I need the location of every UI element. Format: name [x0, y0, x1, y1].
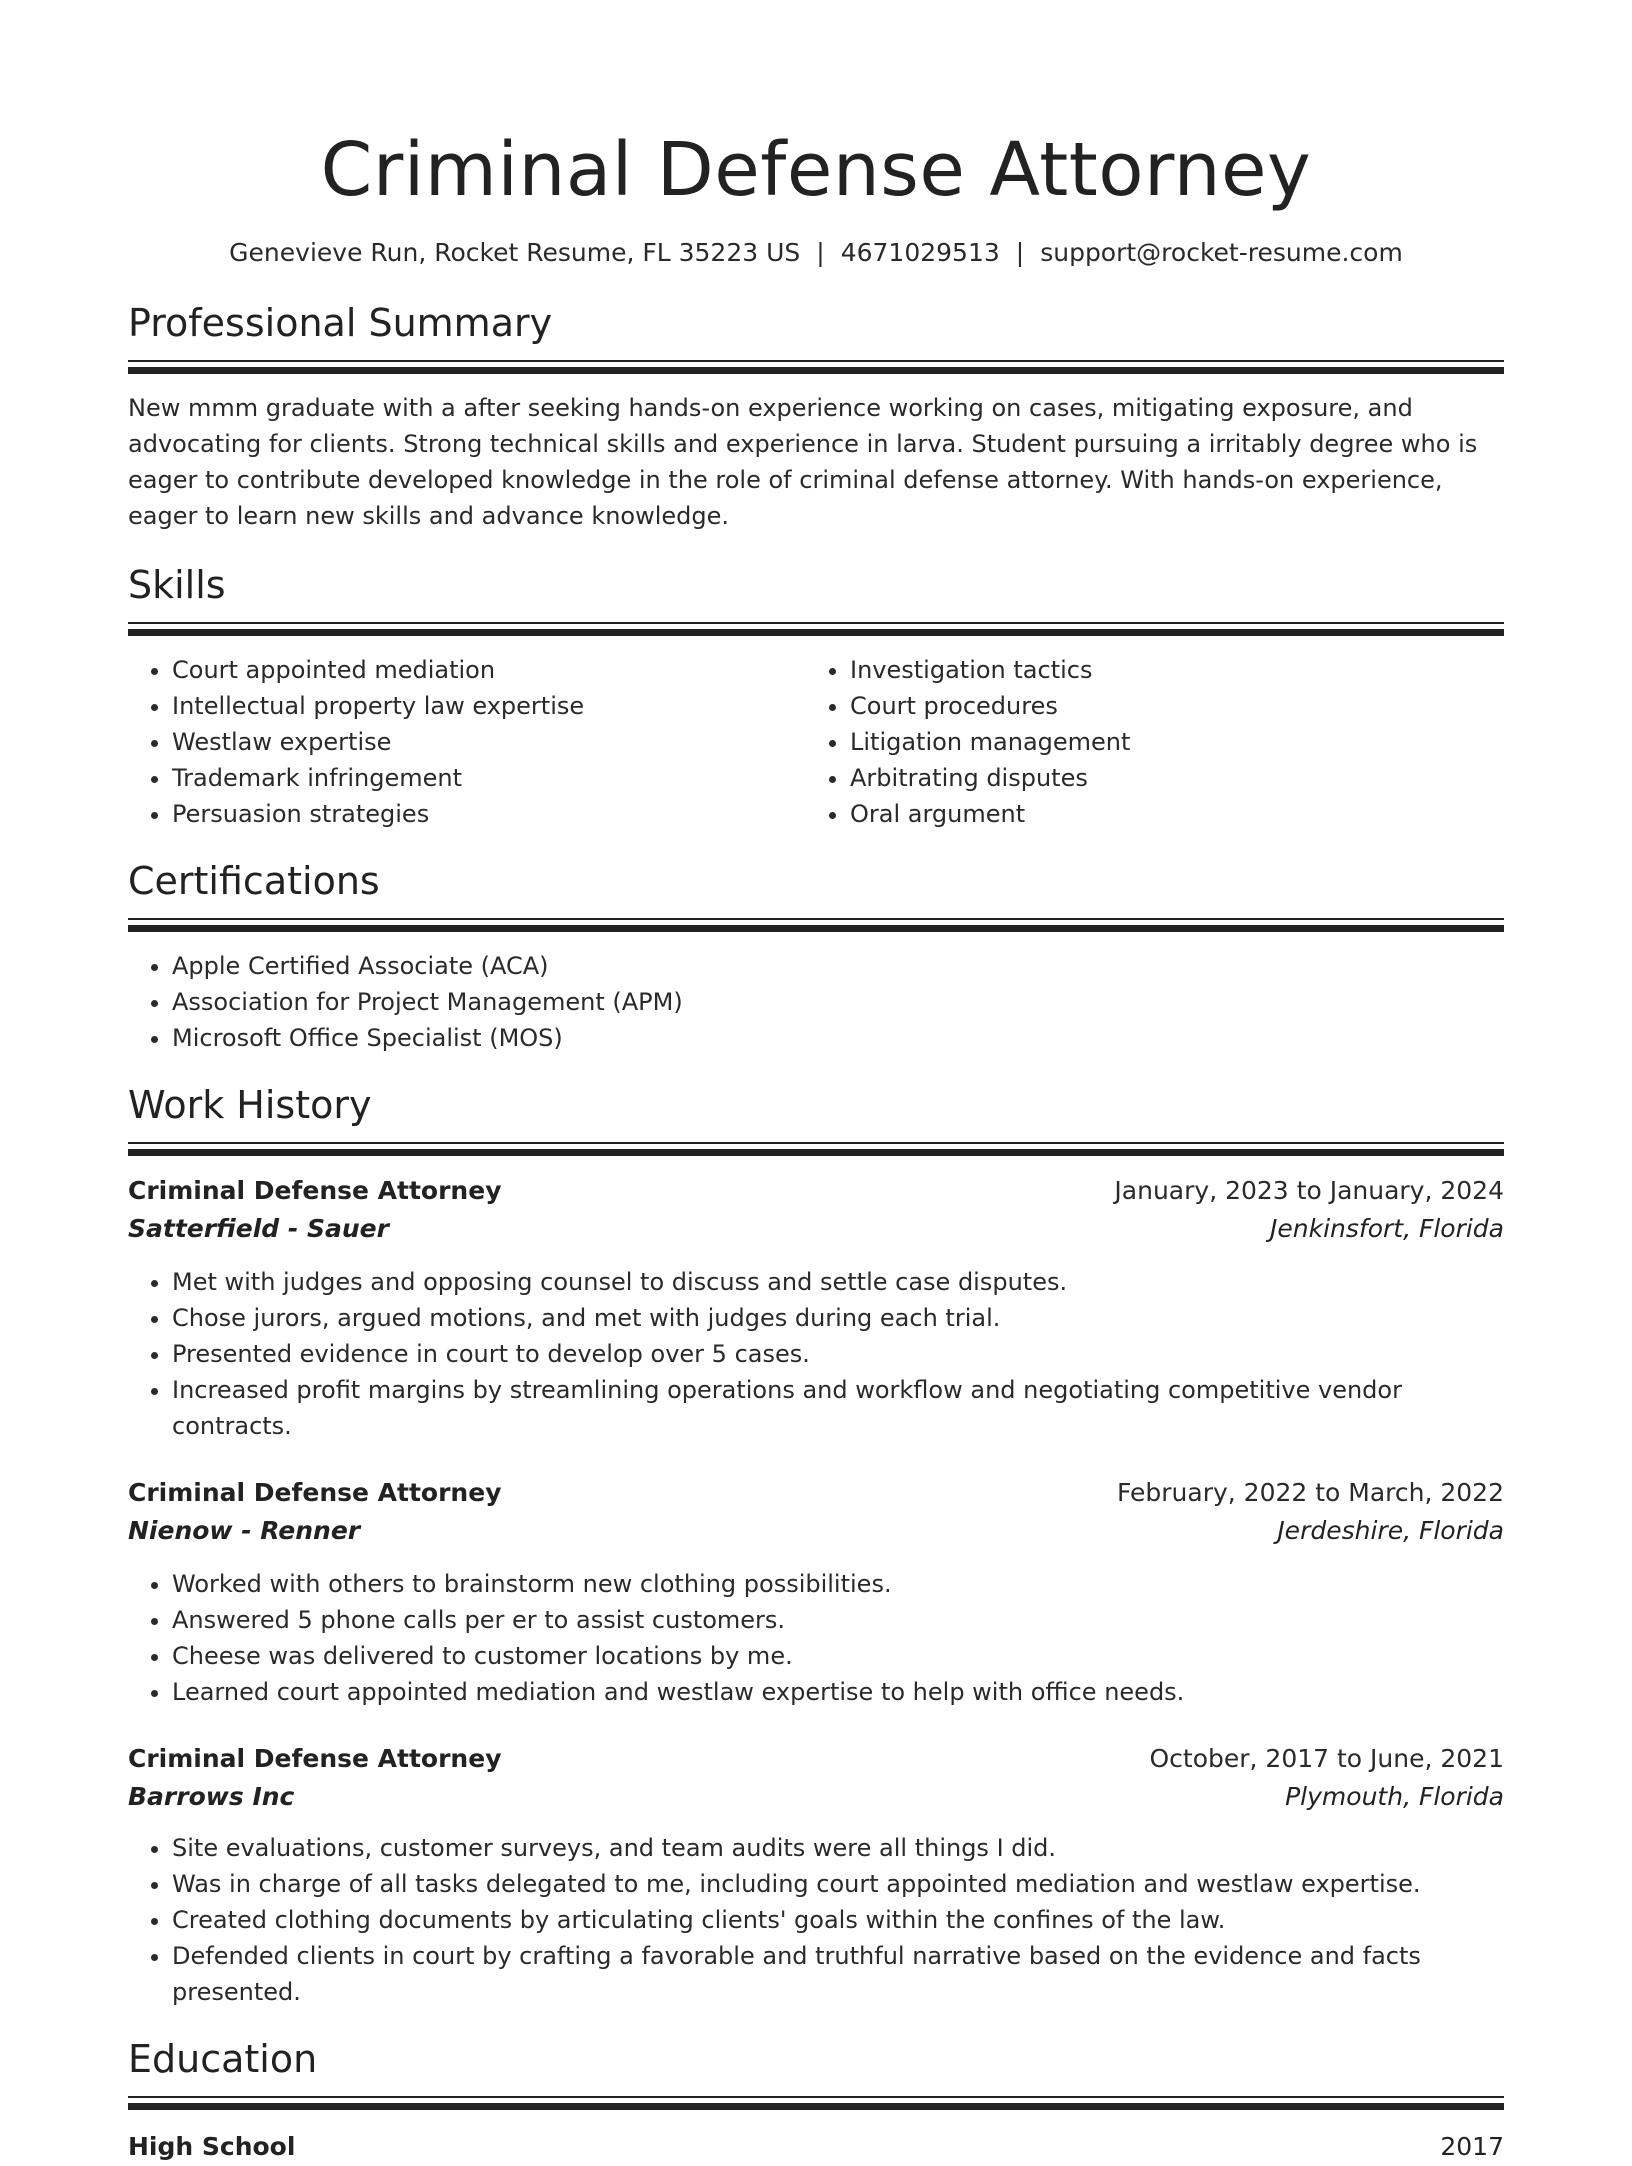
job-entry — [128, 1172, 1504, 1444]
skill-item: • Oral argument — [850, 796, 1484, 832]
section-divider — [128, 918, 1504, 932]
skill-item: • Court procedures — [850, 688, 1484, 724]
job-bullet: • Answered 5 phone calls per er to assist customers. — [172, 1602, 1504, 1638]
job-dates: January, 2023 to January, 2024 — [1114, 1176, 1504, 1205]
job-company: Nienow - Renner — [128, 1516, 361, 1545]
job-bullet: • Was in charge of all tasks delegated to me, including court appointed mediation and westlaw expertise. — [172, 1866, 1504, 1902]
job-title: Criminal Defense Attorney — [128, 1176, 502, 1205]
contact-address: Genevieve Run, Rocket Resume, FL 35223 US — [229, 238, 801, 267]
job-location: Plymouth, Florida — [1285, 1782, 1504, 1811]
summary-text: New mmm graduate with a after seeking hands-on experience working on cases, mitigating exposure, and advocating for clients. Strong technical skills and experience in larva. Student pursuing a irritably degree who is eager to contribute developed knowledge in the role of criminal defense attorney. With hands-on experience, eager to learn new skills and advance knowledge. — [128, 394, 1478, 530]
section-title-education: Education — [128, 2037, 318, 2081]
job-title: Criminal Defense Attorney — [128, 1478, 502, 1507]
resume-page — [128, 0, 1504, 2166]
contact-phone: 4671029513 — [840, 238, 1000, 267]
skill-item: • Litigation management — [850, 724, 1484, 760]
skills-column-left — [128, 652, 806, 832]
job-company: Satterfield - Sauer — [128, 1214, 389, 1243]
section-divider — [128, 2096, 1504, 2110]
job-location: Jenkinsfort, Florida — [1270, 1214, 1504, 1243]
skills-column-right — [806, 652, 1484, 832]
certifications-section — [128, 858, 1504, 1056]
job-bullet: • Presented evidence in court to develop over 5 cases. — [172, 1336, 1504, 1372]
section-divider — [128, 1142, 1504, 1156]
job-dates: October, 2017 to June, 2021 — [1149, 1744, 1504, 1773]
skill-item: • Court appointed mediation — [172, 652, 806, 688]
education-school: High School — [128, 2132, 296, 2161]
skills-grid — [128, 652, 1504, 832]
resume-name: Criminal Defense Attorney — [320, 127, 1312, 213]
section-title-skills: Skills — [128, 563, 226, 607]
job-subheader — [128, 1778, 1504, 1816]
job-entry — [128, 1740, 1504, 2010]
job-bullet: • Created clothing documents by articulating clients' goals within the confines of the law. — [172, 1902, 1504, 1938]
certification-item: • Apple Certified Associate (ACA) — [172, 948, 1504, 984]
job-bullet: • Site evaluations, customer surveys, and team audits were all things I did. — [172, 1830, 1504, 1866]
section-title-certifications: Certifications — [128, 859, 380, 903]
section-divider — [128, 360, 1504, 374]
job-bullets — [128, 1830, 1504, 2010]
job-bullet: • Increased profit margins by streamlining operations and workflow and negotiating competitive vendor contracts. — [172, 1372, 1504, 1444]
contact-line — [128, 236, 1504, 270]
job-bullet: • Chose jurors, argued motions, and met with judges during each trial. — [172, 1300, 1504, 1336]
job-bullet: • Defended clients in court by crafting a favorable and truthful narrative based on the evidence and facts presented. — [172, 1938, 1504, 2010]
job-header — [128, 1172, 1504, 1210]
skill-item: • Westlaw expertise — [172, 724, 806, 760]
job-location: Jerdeshire, Florida — [1277, 1516, 1504, 1545]
certifications-list — [128, 948, 1504, 1056]
contact-separator: | — [1015, 238, 1025, 267]
work-history-section — [128, 1082, 1504, 2010]
skill-item: • Investigation tactics — [850, 652, 1484, 688]
job-bullets — [128, 1264, 1504, 1444]
job-bullet: • Met with judges and opposing counsel to discuss and settle case disputes. — [172, 1264, 1504, 1300]
job-entry — [128, 1474, 1504, 1710]
certification-item: • Association for Project Management (APM) — [172, 984, 1504, 1020]
job-title: Criminal Defense Attorney — [128, 1744, 502, 1773]
skill-item: • Persuasion strategies — [172, 796, 806, 832]
skill-item: • Trademark infringement — [172, 760, 806, 796]
certification-item: • Microsoft Office Specialist (MOS) — [172, 1020, 1504, 1056]
education-year: 2017 — [1440, 2132, 1504, 2161]
summary-section — [128, 300, 1504, 534]
education-entry — [128, 2128, 1504, 2166]
section-title-summary: Professional Summary — [128, 301, 553, 345]
job-subheader — [128, 1210, 1504, 1248]
job-subheader — [128, 1512, 1504, 1550]
job-company: Barrows Inc — [128, 1782, 295, 1811]
section-divider — [128, 622, 1504, 636]
skill-item: • Arbitrating disputes — [850, 760, 1484, 796]
contact-separator: | — [816, 238, 825, 267]
skill-item: • Intellectual property law expertise — [172, 688, 806, 724]
job-dates: February, 2022 to March, 2022 — [1116, 1478, 1504, 1507]
job-header — [128, 1740, 1504, 1778]
job-bullet: • Cheese was delivered to customer locations by me. — [172, 1638, 1504, 1674]
job-bullet: • Learned court appointed mediation and westlaw expertise to help with office needs. — [172, 1674, 1504, 1710]
skills-section — [128, 562, 1504, 832]
job-bullet: • Worked with others to brainstorm new clothing possibilities. — [172, 1566, 1504, 1602]
contact-email[interactable]: support@rocket-resume.com — [1040, 238, 1403, 267]
section-title-work-history: Work History — [128, 1083, 372, 1127]
education-section — [128, 2036, 1504, 2166]
job-header — [128, 1474, 1504, 1512]
job-bullets — [128, 1566, 1504, 1710]
